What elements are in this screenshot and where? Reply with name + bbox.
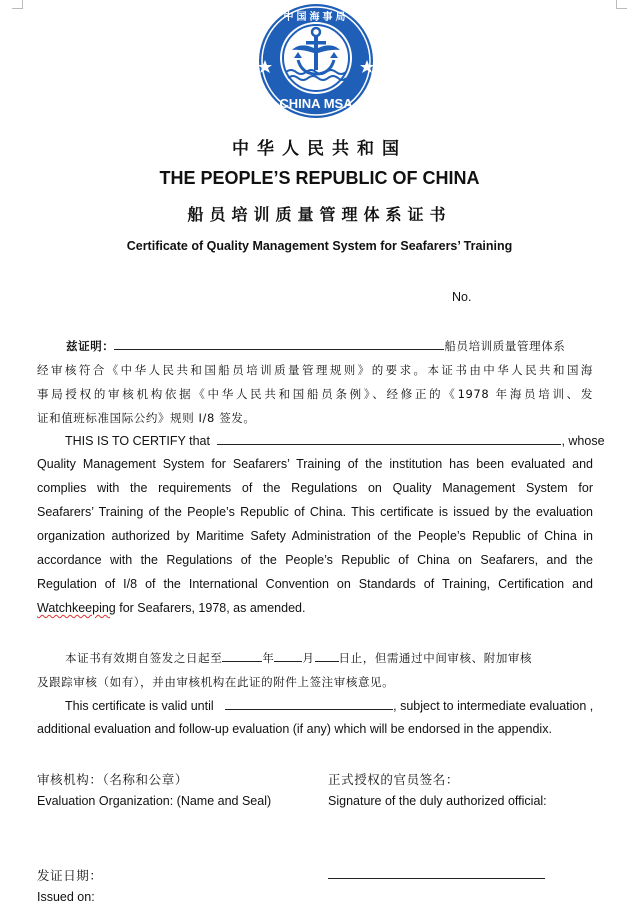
validity-chinese-line-2: 及跟踪审核（如有），并由审核机构在此证的附件上签注审核意见。 xyxy=(37,675,395,689)
certify-english-line-8-rest: for Seafarers, 1978, as amended. xyxy=(115,601,306,615)
title-english: THE PEOPLE’S REPUBLIC OF CHINA xyxy=(159,168,480,188)
certify-chinese-line-2: 经审核符合《中华人民共和国船员培训质量管理规则》的要求。本证书由中华人民共和国海 xyxy=(37,363,593,377)
page-corner-mark-right xyxy=(616,0,627,9)
validity-day-blank xyxy=(315,650,339,662)
signature-line xyxy=(328,878,545,879)
validity-english-line-2: additional evaluation and follow-up evaluation (if any) which will be endorsed in the appendix. xyxy=(37,722,552,736)
certify-english-whose: , whose xyxy=(561,434,605,448)
official-signature-label-english: Signature of the duly authorized official: xyxy=(328,794,547,808)
certify-english-line-5: organization authorized by Maritime Safety Administration of the People’s Republic of China in xyxy=(37,529,593,543)
logo-text: CHINA MSA xyxy=(279,96,353,111)
evaluation-org-label-english: Evaluation Organization: (Name and Seal) xyxy=(37,794,272,808)
validity-en-end: , subject to intermediate evaluation , xyxy=(393,699,594,713)
page-corner-mark-left xyxy=(12,0,23,9)
certify-lead-english: THIS IS TO CERTIFY that xyxy=(65,434,210,448)
certify-line1-end: 船员培训质量管理体系 xyxy=(444,339,566,353)
logo-chinese-text: 中国海事局 xyxy=(283,12,349,23)
official-signature-label-chinese: 正式授权的官员签名： xyxy=(328,772,460,787)
evaluation-org-label-chinese: 审核机构：（名称和公章） xyxy=(37,772,188,787)
certification-paragraph-chinese xyxy=(37,338,593,428)
certify-english-line-3: complies with the requirements of the Regulations on Quality Management System for xyxy=(37,481,593,495)
certification-paragraph-english xyxy=(37,433,605,623)
title-chinese: 中华人民共和国 xyxy=(232,139,407,159)
certificate-number-label: No. xyxy=(452,290,472,304)
institution-name-blank xyxy=(114,338,444,350)
certify-chinese-line-4: 证和值班标准国际公约》规则 I/8 签发。 xyxy=(37,411,256,425)
china-msa-logo xyxy=(256,2,376,120)
issued-on-label-chinese: 发证日期： xyxy=(37,868,103,883)
subtitle-english: Certificate of Quality Management System for Seafarers’ Training xyxy=(126,239,513,253)
validity-zh-end: 日止，但需通过中间审核、附加审核 xyxy=(338,651,533,665)
validity-date-blank xyxy=(225,698,393,710)
validity-paragraph-english xyxy=(37,698,593,742)
certify-english-line-2: Quality Management System for Seafarers’ Training of the institution has been evaluated and xyxy=(37,457,593,471)
validity-paragraph-chinese xyxy=(37,650,593,694)
certify-english-line-8 xyxy=(37,601,305,615)
certify-lead-chinese: 兹证明： xyxy=(66,339,115,353)
subtitle-chinese: 船员培训质量管理体系证书 xyxy=(187,205,452,224)
institution-name-blank-english xyxy=(217,433,561,445)
validity-en-start: This certificate is valid until xyxy=(65,699,214,713)
issued-on-label-english: Issued on: xyxy=(37,890,95,904)
certify-english-line-4: Seafarers’ Training of the People’s Republic of China. This certificate is issued by the evaluation xyxy=(37,505,593,519)
certify-english-line-7: Regulation of I/8 of the International Convention on Standards of Training, Certification and xyxy=(37,577,593,591)
validity-month-blank xyxy=(274,650,302,662)
validity-month-label: 月 xyxy=(302,651,315,665)
certify-chinese-line-3: 事局授权的审核机构依据《中华人民共和国船员条例》、经修正的《1978 年海员培训、发 xyxy=(37,387,593,401)
spellcheck-word: Watchkeeping xyxy=(37,601,116,615)
validity-year-label: 年 xyxy=(262,651,275,665)
certify-english-line-6: accordance with the Regulations of the People’s Republic of China on Seafarers, and the xyxy=(37,553,593,567)
validity-year-blank xyxy=(222,650,262,662)
validity-zh-start: 本证书有效期自签发之日起至 xyxy=(65,651,223,665)
